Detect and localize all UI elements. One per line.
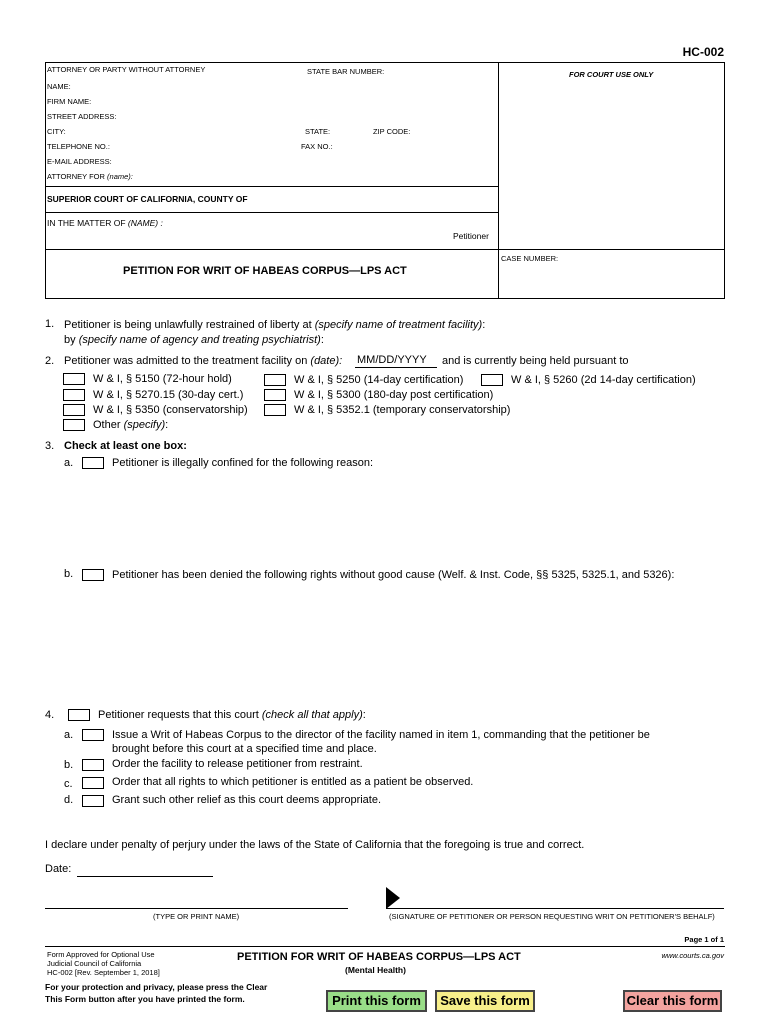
- item4d-letter: d.: [64, 794, 74, 806]
- page-number: Page 1 of 1: [684, 935, 724, 944]
- signature-label: (SIGNATURE OF PETITIONER OR PERSON REQUESTING WRIT ON PETITIONER'S BEHALF): [389, 912, 715, 921]
- declaration-text: I declare under penalty of perjury under the laws of the State of California that the foregoing is true and correct.: [45, 839, 585, 851]
- type-name-label: (TYPE OR PRINT NAME): [153, 912, 240, 921]
- checkbox-4b[interactable]: [82, 759, 104, 771]
- caption-top-border: [45, 62, 725, 63]
- approved-line1: Form Approved for Optional Use: [47, 950, 155, 959]
- court-label: SUPERIOR COURT OF CALIFORNIA, COUNTY OF: [47, 194, 248, 204]
- checkbox-5300[interactable]: [264, 389, 286, 401]
- fax-label: FAX NO.:: [301, 142, 333, 151]
- date-field[interactable]: [77, 876, 213, 877]
- signature-field[interactable]: [386, 908, 724, 909]
- item1-text: Petitioner is being unlawfully restrained of liberty at (specify name of treatment facility):: [64, 319, 486, 331]
- approved-line3: HC-002 [Rev. September 1, 2018]: [47, 968, 160, 977]
- footer-title: PETITION FOR WRIT OF HABEAS CORPUS—LPS ACT: [237, 951, 521, 963]
- state-bar-label: STATE BAR NUMBER:: [307, 67, 385, 76]
- attorney-label: ATTORNEY OR PARTY WITHOUT ATTORNEY: [47, 65, 206, 74]
- checkbox-5150[interactable]: [63, 373, 85, 385]
- checkbox-5270[interactable]: [63, 389, 85, 401]
- checkbox-4a[interactable]: [82, 729, 104, 741]
- option-5352: W & I, § 5352.1 (temporary conservatorship): [294, 404, 511, 416]
- type-name-field[interactable]: [45, 908, 348, 909]
- option-5260: W & I, § 5260 (2d 14-day certification): [511, 374, 696, 386]
- privacy-line2: This Form button after you have printed the form.: [45, 994, 245, 1004]
- item1-number: 1.: [45, 318, 55, 330]
- phone-label: TELEPHONE NO.:: [47, 142, 110, 151]
- item3-text: Check at least one box:: [64, 440, 187, 452]
- email-label: E-MAIL ADDRESS:: [47, 157, 112, 166]
- option-5300: W & I, § 5300 (180-day post certification): [294, 389, 494, 401]
- option-other: Other (specify):: [93, 419, 169, 431]
- item4b-text: Order the facility to release petitioner from restraint.: [112, 758, 363, 770]
- item4a-line2: brought before this court at a specified time and place.: [112, 743, 377, 755]
- clear-button[interactable]: Clear this form: [623, 990, 722, 1012]
- court-use-label: FOR COURT USE ONLY: [569, 70, 654, 79]
- approved-line2: Judicial Council of California: [47, 959, 142, 968]
- item2-tail: and is currently being held pursuant to: [442, 355, 629, 367]
- privacy-line1: For your protection and privacy, please press the Clear: [45, 982, 268, 992]
- website: www.courts.ca.gov: [661, 951, 724, 960]
- street-label: STREET ADDRESS:: [47, 112, 117, 121]
- item4-number: 4.: [45, 709, 55, 721]
- petitioner-label: Petitioner: [453, 231, 489, 241]
- name-label: NAME:: [47, 82, 71, 91]
- firm-label: FIRM NAME:: [47, 97, 92, 106]
- checkbox-4[interactable]: [68, 709, 90, 721]
- option-5250: W & I, § 5250 (14-day certification): [294, 374, 464, 386]
- title-top-line: [45, 249, 725, 250]
- case-number-label: CASE NUMBER:: [501, 254, 559, 263]
- checkbox-3a[interactable]: [82, 457, 104, 469]
- save-button[interactable]: Save this form: [435, 990, 535, 1012]
- sign-here-arrow-icon: [386, 887, 400, 909]
- form-code: HC-002: [682, 45, 724, 59]
- footer-rule: [45, 946, 725, 947]
- item3a-text: Petitioner is illegally confined for the following reason:: [112, 457, 374, 469]
- item1-by: by (specify name of agency and treating psychiatrist):: [64, 334, 324, 346]
- matter-label: IN THE MATTER OF (NAME) :: [47, 218, 163, 228]
- checkbox-5350[interactable]: [63, 404, 85, 416]
- state-label: STATE:: [305, 127, 331, 136]
- item4d-text: Grant such other relief as this court deems appropriate.: [112, 794, 382, 806]
- admission-date-underline: [355, 367, 437, 368]
- item3-number: 3.: [45, 440, 55, 452]
- item3a-letter: a.: [64, 457, 74, 469]
- checkbox-4c[interactable]: [82, 777, 104, 789]
- item4-text: Petitioner requests that this court (check all that apply):: [98, 709, 366, 721]
- item4b-letter: b.: [64, 759, 74, 771]
- checkbox-3b[interactable]: [82, 569, 104, 581]
- caption-title: PETITION FOR WRIT OF HABEAS CORPUS—LPS ACT: [123, 265, 407, 277]
- checkbox-5352[interactable]: [264, 404, 286, 416]
- print-button[interactable]: Print this form: [326, 990, 427, 1012]
- option-5350: W & I, § 5350 (conservatorship): [93, 404, 248, 416]
- checkbox-5250[interactable]: [264, 374, 286, 386]
- attorney-for-label: ATTORNEY FOR (name):: [47, 172, 133, 181]
- caption-left-border: [45, 62, 46, 299]
- caption-divider: [498, 62, 499, 299]
- date-label: Date:: [45, 863, 72, 875]
- item4a-line1: Issue a Writ of Habeas Corpus to the director of the facility named in item 1, commanding that the petitioner be: [112, 729, 650, 741]
- checkbox-5260[interactable]: [481, 374, 503, 386]
- item3b-text: Petitioner has been denied the following rights without good cause (Welf. & Inst. Code, §§ 5325, 5325.1, and 5326):: [112, 569, 675, 581]
- checkbox-other[interactable]: [63, 419, 85, 431]
- admission-date-field[interactable]: MM/DD/YYYY: [357, 354, 427, 366]
- court-top-line: [45, 186, 498, 187]
- item3b-letter: b.: [64, 568, 74, 580]
- option-5150: W & I, § 5150 (72-hour hold): [93, 373, 232, 385]
- caption-right-border: [724, 62, 725, 299]
- option-5270: W & I, § 5270.15 (30-day cert.): [93, 389, 244, 401]
- item2-text: Petitioner was admitted to the treatment facility on (date):: [64, 355, 343, 367]
- zip-label: ZIP CODE:: [373, 127, 411, 136]
- footer-subtitle: (Mental Health): [345, 965, 406, 975]
- matter-top-line: [45, 212, 498, 213]
- item4c-text: Order that all rights to which petitioner is entitled as a patient be observed.: [112, 776, 474, 788]
- caption-bottom-border: [45, 298, 725, 299]
- item4c-letter: c.: [64, 778, 73, 790]
- item2-number: 2.: [45, 355, 55, 367]
- item4a-letter: a.: [64, 729, 74, 741]
- checkbox-4d[interactable]: [82, 795, 104, 807]
- city-label: CITY:: [47, 127, 66, 136]
